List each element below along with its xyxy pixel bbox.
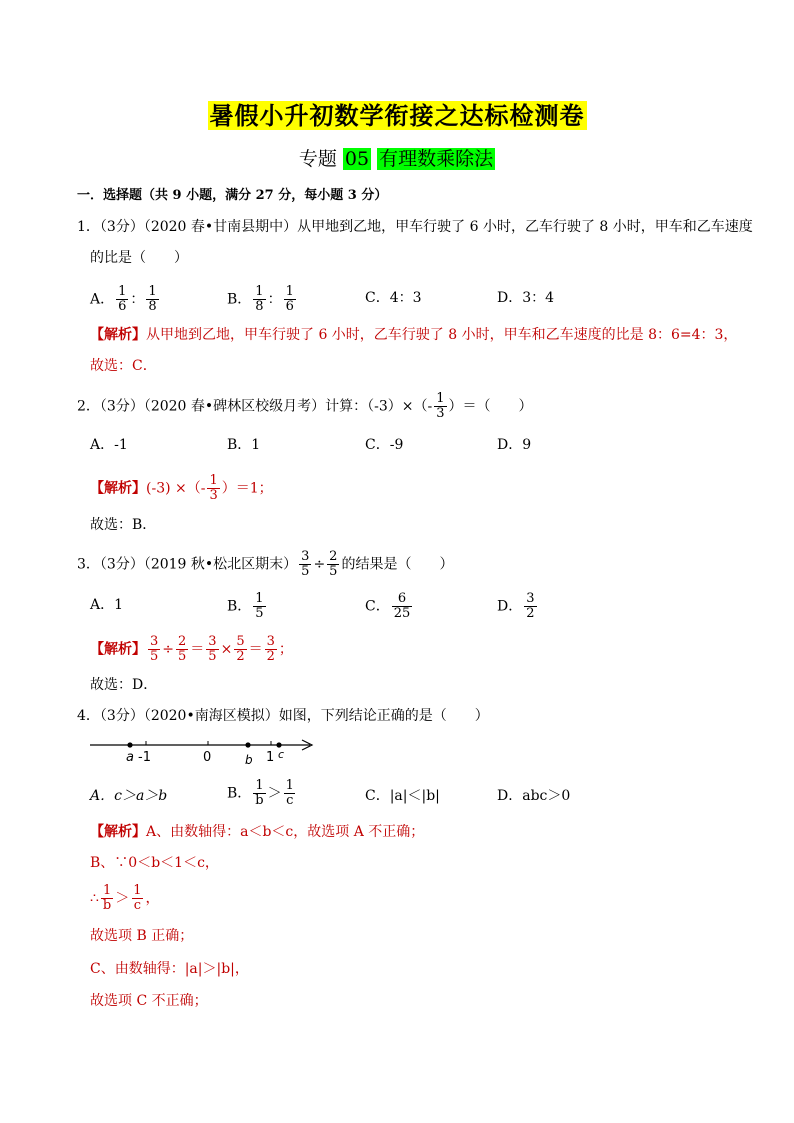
subtitle: 专题 05 有理数乘除法 (298, 148, 494, 170)
q4-answer-b2: ∴ $\frac{1}{b}$ ＞ $\frac{1}{c}$ ， (90, 883, 160, 913)
q2-answer-end: 故选：B． (90, 517, 157, 533)
q1-option-a[interactable]: A． $\frac{1}{6}$ ： $\frac{1}{8}$ (90, 284, 157, 314)
q1-answer: 【解析】从甲地到乙地，甲车行驶了 6 小时，乙车行驶了 8 小时，甲车和乙车速度的比是 8：6=4：3， (90, 327, 738, 343)
fraction: $\frac{3}{2}$ (266, 634, 275, 664)
q4-answer-c1: C、由数轴得：|a|＞|b|， (90, 961, 249, 977)
fraction: $\frac{1}{8}$ (255, 284, 264, 314)
q1-option-c[interactable]: C．4：3 (365, 290, 422, 306)
q3-answer: 【解析】 $\frac{3}{5}$ ÷ $\frac{2}{5}$ ＝ $\frac{3}{5}$ × $\frac{5}{2}$ ＝ $\frac{3}{2}$ ； (90, 634, 293, 664)
fraction: $\frac{2}{5}$ (178, 634, 187, 664)
fraction: $\frac{3}{5}$ (301, 549, 310, 579)
q2-answer: 【解析】(-3) ×（- $\frac{1}{3}$ ）＝1； (90, 473, 273, 503)
q3-option-c[interactable]: C． $\frac{6}{25}$ (365, 591, 411, 621)
q1-answer-end: 故选：C． (90, 358, 157, 374)
q3-option-b[interactable]: B． $\frac{1}{5}$ (227, 591, 264, 621)
q4-option-c[interactable]: C．|a|＜|b| (365, 788, 440, 804)
q4-answer-b3: 故选项 B 正确； (90, 928, 194, 944)
fraction: $\frac{1}{c}$ (133, 883, 142, 913)
q1-option-d[interactable]: D．3：4 (497, 290, 555, 306)
fraction: $\frac{3}{5}$ (150, 634, 159, 664)
q4-answer-b1: B、∵0＜b＜1＜c， (90, 855, 219, 871)
q4-option-b[interactable]: B． $\frac{1}{b}$ ＞ $\frac{1}{c}$ (227, 778, 294, 808)
fraction: $\frac{2}{5}$ (329, 549, 338, 579)
q1-stem-2: 的比是（ ） (90, 250, 188, 266)
fraction: $\frac{3}{5}$ (208, 634, 217, 664)
q2-option-a[interactable]: A．-1 (90, 437, 128, 453)
q2-option-d[interactable]: D．9 (497, 437, 532, 453)
point-b (245, 742, 250, 747)
q4-answer-a: 【解析】A、由数轴得：a＜b＜c，故选项 A 不正确； (90, 824, 425, 840)
q3-option-d[interactable]: D． $\frac{3}{2}$ (497, 591, 535, 621)
fraction: $\frac{1}{8}$ (148, 284, 157, 314)
fraction: $\frac{1}{b}$ (255, 778, 264, 808)
q3-option-a[interactable]: A．1 (90, 597, 124, 613)
fraction: $\frac{1}{3}$ (209, 473, 218, 503)
fraction: $\frac{1}{3}$ (436, 391, 445, 421)
q2-option-c[interactable]: C．-9 (365, 437, 404, 453)
fraction: $\frac{1}{b}$ (102, 883, 112, 913)
fraction: $\frac{1}{6}$ (118, 284, 127, 314)
q2-option-b[interactable]: B．1 (227, 437, 261, 453)
fraction: $\frac{1}{5}$ (255, 591, 264, 621)
q3-answer-end: 故选：D． (90, 677, 158, 693)
label-b: b (245, 753, 253, 767)
q2-stem: 2．（3分）（2020 春•碑林区校级月考）计算：（-3）×（- $\frac{1}{3}$ ）＝（ ） (77, 391, 533, 421)
number-line-diagram (88, 733, 320, 769)
page-title: 暑假小升初数学衔接之达标检测卷 (209, 101, 585, 130)
fraction: $\frac{5}{2}$ (236, 634, 245, 664)
label-zero: 0 (203, 750, 212, 765)
label-one: 1 (266, 750, 275, 765)
q4-stem: 4．（3分）（2020•南海区模拟）如图，下列结论正确的是（ ） (77, 708, 489, 724)
point-c (276, 742, 281, 747)
fraction: $\frac{1}{c}$ (285, 778, 294, 808)
q1-option-b[interactable]: B． $\frac{1}{8}$ ： $\frac{1}{6}$ (227, 284, 294, 314)
fraction: $\frac{1}{6}$ (285, 284, 294, 314)
q4-option-a[interactable]: A．c＞a＞b (90, 788, 168, 804)
q3-stem: 3．（3分）（2019 秋•松北区期末） $\frac{3}{5}$ ÷ $\frac{2}{5}$ 的结果是（ ） (77, 549, 454, 579)
fraction: $\frac{6}{25}$ (393, 591, 411, 621)
label-minus-one: -1 (138, 750, 151, 765)
q1-stem: 1．（3分）（2020 春•甘南县期中）从甲地到乙地，甲车行驶了 6 小时，乙车行驶了 8 小时，甲车和乙车速度 (77, 219, 753, 235)
section-heading: 一．选择题（共 9 小题，满分 27 分，每小题 3 分） (77, 188, 388, 203)
q4-option-d[interactable]: D．abc＞0 (497, 788, 571, 804)
fraction: $\frac{3}{2}$ (526, 591, 535, 621)
label-c: c (278, 748, 285, 761)
label-a: a (126, 750, 134, 765)
q4-answer-c2: 故选项 C 不正确； (90, 993, 208, 1009)
point-a (127, 742, 132, 747)
